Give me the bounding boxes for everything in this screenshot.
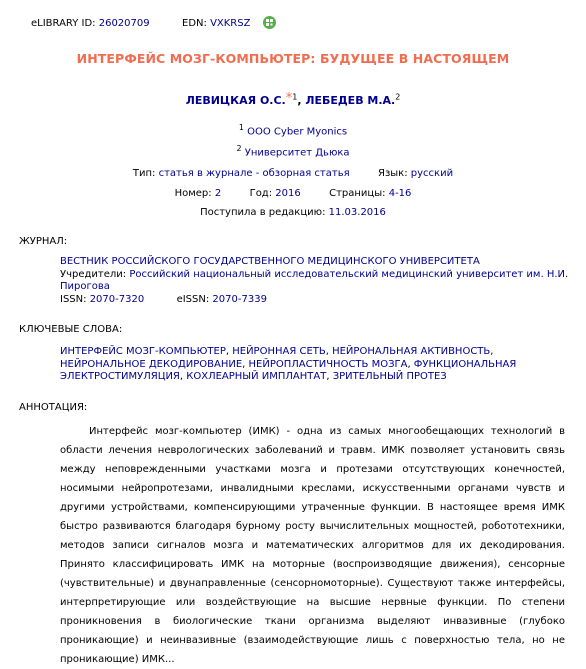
year-label: Год: — [249, 188, 273, 199]
keywords-section-label: КЛЮЧЕВЫЕ СЛОВА: — [19, 324, 123, 335]
author-link[interactable]: ЛЕВИЦКАЯ О.С. — [185, 94, 286, 107]
abstract-text: Интерфейс мозг-компьютер (ИМК) - одна из самых многообещающих технологий в области лечения неврологических заболеваний и травм. ИМК позволяет установить связь между неповрежденными участками мозга и протезами отсутствующих конечностей, носимыми нейропротезами, инвалидными креслами, искусственными органами чувств и другими устройствами, компенсирующими утраченные функции. В настоящее время ИМК быстро развиваются благодаря бурному росту вычислительных мощностей, робототехники, методов записи сигналов мозга и математических алгоритмов для их декодирования. Принято классифицировать ИМК на моторные (воспроизводящие движения), сенсорные (чувствительные) и двунаправленные (сенсорномоторные). Существуют также интерфейсы, интерпретирующие или воздействующие на высшие нервные функции. По степени проникновения в биологические ткани организма выделяют инвазивные (глубоко проникающие) и неинвазивные (взаимодействующие лишь с поверхностью тела, но не проникающие) ИМК... — [60, 426, 565, 665]
received-label: Поступила в редакцию: — [200, 207, 326, 218]
type-value: статья в журнале - обзорная статья — [158, 168, 350, 179]
meta-row-issue — [0, 188, 586, 199]
type-label: Тип: — [132, 168, 156, 179]
article-title: ИНТЕРФЕЙС МОЗГ-КОМПЬЮТЕР: БУДУЩЕЕ В НАСТОЯЩЕМ — [76, 51, 510, 66]
edn-label: EDN: — [182, 18, 207, 29]
number-link[interactable]: 2 — [214, 188, 222, 199]
year-link[interactable]: 2016 — [275, 188, 301, 199]
language-label: Язык: — [378, 168, 408, 179]
qr-code-icon[interactable] — [263, 16, 276, 29]
keyword-link[interactable]: ФУНКЦИОНАЛЬНАЯ ЭЛЕКТРОСТИМУЛЯЦИЯ — [60, 358, 517, 382]
eissn-value: 2070-7339 — [212, 293, 267, 305]
affiliation-link[interactable]: ООО Cyber Myonics — [247, 126, 348, 138]
keyword-link[interactable]: КОХЛЕАРНЫЙ ИМПЛАНТАТ — [186, 371, 327, 382]
pages-value: 4-16 — [388, 188, 412, 199]
received-value: 11.03.2016 — [328, 207, 386, 218]
affiliation-number: 2 — [236, 144, 242, 154]
issn-row — [60, 294, 580, 307]
affiliation-number: 1 — [238, 123, 244, 132]
keyword-link[interactable]: НЕЙРОНАЛЬНАЯ АКТИВНОСТЬ — [332, 346, 491, 357]
number-label: Номер: — [174, 188, 212, 199]
keyword-link[interactable]: НЕЙРОННАЯ СЕТЬ — [232, 346, 326, 357]
elibrary-id-value: 26020709 — [98, 18, 150, 29]
issn-label: ISSN: — [60, 293, 87, 305]
eissn-label: eISSN: — [176, 293, 210, 305]
journal-name-link[interactable]: ВЕСТНИК РОССИЙСКОГО ГОСУДАРСТВЕННОГО МЕДИЦИНСКОГО УНИВЕРСИТЕТА — [60, 256, 480, 267]
author-link[interactable]: ЛЕБЕДЕВ М.А. — [305, 94, 396, 107]
meta-row-type — [0, 168, 586, 179]
affiliation-link[interactable]: Университет Дьюка — [244, 147, 350, 159]
issn-value: 2070-7320 — [89, 293, 145, 305]
keyword-link[interactable]: ЗРИТЕЛЬНЫЙ ПРОТЕЗ — [332, 371, 447, 382]
meta-row-received — [0, 207, 586, 218]
journal-section-label: ЖУРНАЛ: — [19, 236, 68, 247]
affiliation-item — [0, 140, 586, 161]
affiliation-ref: 2 — [395, 92, 401, 102]
identifier-bar — [31, 16, 276, 29]
author-list: ЛЕВИЦКАЯ О.С.*$^1$, ЛЕБЕДЕВ М.А.$^2$ — [185, 91, 401, 107]
keyword-link[interactable]: НЕЙРОПЛАСТИЧНОСТЬ МОЗГА — [248, 358, 408, 370]
keyword-link[interactable]: НЕЙРОНАЛЬНОЕ ДЕКОДИРОВАНИЕ — [60, 358, 243, 370]
founders-row — [60, 269, 580, 294]
affiliation-list — [0, 119, 586, 162]
founders-label: Учредители: — [60, 268, 127, 280]
journal-block — [60, 256, 580, 306]
affiliation-ref: 1 — [292, 92, 298, 102]
language-value: русский — [410, 168, 454, 179]
elibrary-id-label: eLIBRARY ID: — [31, 18, 96, 29]
pages-label: Страницы: — [329, 188, 386, 199]
keyword-list: ИНТЕРФЕЙС МОЗГ-КОМПЬЮТЕР, НЕЙРОННАЯ СЕТЬ, НЕЙРОНАЛЬНАЯ АКТИВНОСТЬ, НЕЙРОНАЛЬНОЕ ДЕКОДИРОВАНИЕ, НЕЙРОПЛАСТИЧНОСТЬ МОЗГА, ФУНКЦИОНАЛЬНАЯ ЭЛЕКТРОСТИМУЛЯЦИЯ, КОХЛЕАРНЫЙ ИМПЛАНТАТ, ЗРИТЕЛЬНЫЙ ПРОТЕЗ — [60, 346, 517, 382]
affiliation-item — [0, 119, 586, 140]
abstract-section-label: АННОТАЦИЯ: — [19, 402, 88, 413]
edn-link[interactable]: VXKRSZ — [210, 18, 251, 29]
corresponding-author-marker: * — [285, 91, 293, 106]
keyword-link[interactable]: ИНТЕРФЕЙС МОЗГ-КОМПЬЮТЕР — [60, 346, 226, 357]
founders-value: Российский национальный исследовательский медицинский университет им. Н.И. Пирогова — [60, 268, 569, 292]
